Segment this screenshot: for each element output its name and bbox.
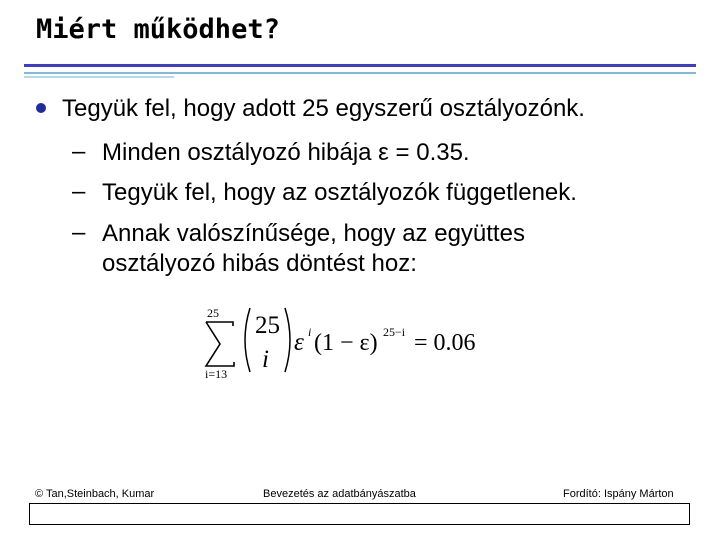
title-rule-bottom [24, 72, 696, 74]
binom-top: 25 [255, 312, 280, 339]
probability-formula [200, 300, 500, 382]
title-rule-top [24, 64, 696, 67]
sum-upper-limit: 25 [207, 306, 219, 320]
footer-left: © Tan,Steinbach, Kumar [35, 488, 155, 500]
bullet-dot-icon [36, 103, 46, 113]
sub-item-text: Tegyük fel, hogy az osztályozók függetlenek. [102, 179, 577, 206]
sub-item-dash: – [72, 219, 86, 246]
complement-term: (1 − ε) [314, 330, 378, 356]
sub-item-2 [72, 178, 577, 208]
formula-result: = 0.06 [414, 330, 476, 356]
bullet-text: Tegyük fel, hogy adott 25 egyszerű osztályozónk. [62, 95, 585, 122]
slide-title: Miért működhet? [36, 14, 280, 45]
sub-item-dash: – [72, 178, 86, 205]
sub-item-3 [72, 219, 622, 279]
sub-item-text: Minden osztályozó hibája ε = 0.35. [102, 139, 470, 166]
complement-exponent: 25−i [383, 325, 406, 339]
binom-left-paren-icon [245, 308, 250, 372]
bullet-item [36, 95, 585, 123]
sub-item-1 [72, 138, 470, 168]
sub-item-text: Annak valószínűsége, hogy az együttes osztályozó hibás döntést hoz: [102, 220, 525, 277]
title-rule-accent [24, 76, 174, 78]
binom-bottom: i [262, 346, 269, 373]
footer-box [29, 503, 690, 525]
epsilon-exponent: i [308, 325, 312, 339]
sum-lower-limit: i=13 [205, 367, 228, 381]
epsilon-symbol: ε [294, 329, 304, 356]
sub-item-dash: – [72, 138, 86, 165]
sigma-icon [206, 322, 234, 366]
footer-right: Fordító: Ispány Márton [563, 488, 674, 500]
binom-right-paren-icon [285, 308, 290, 372]
footer-center: Bevezetés az adatbányászatba [263, 488, 416, 500]
